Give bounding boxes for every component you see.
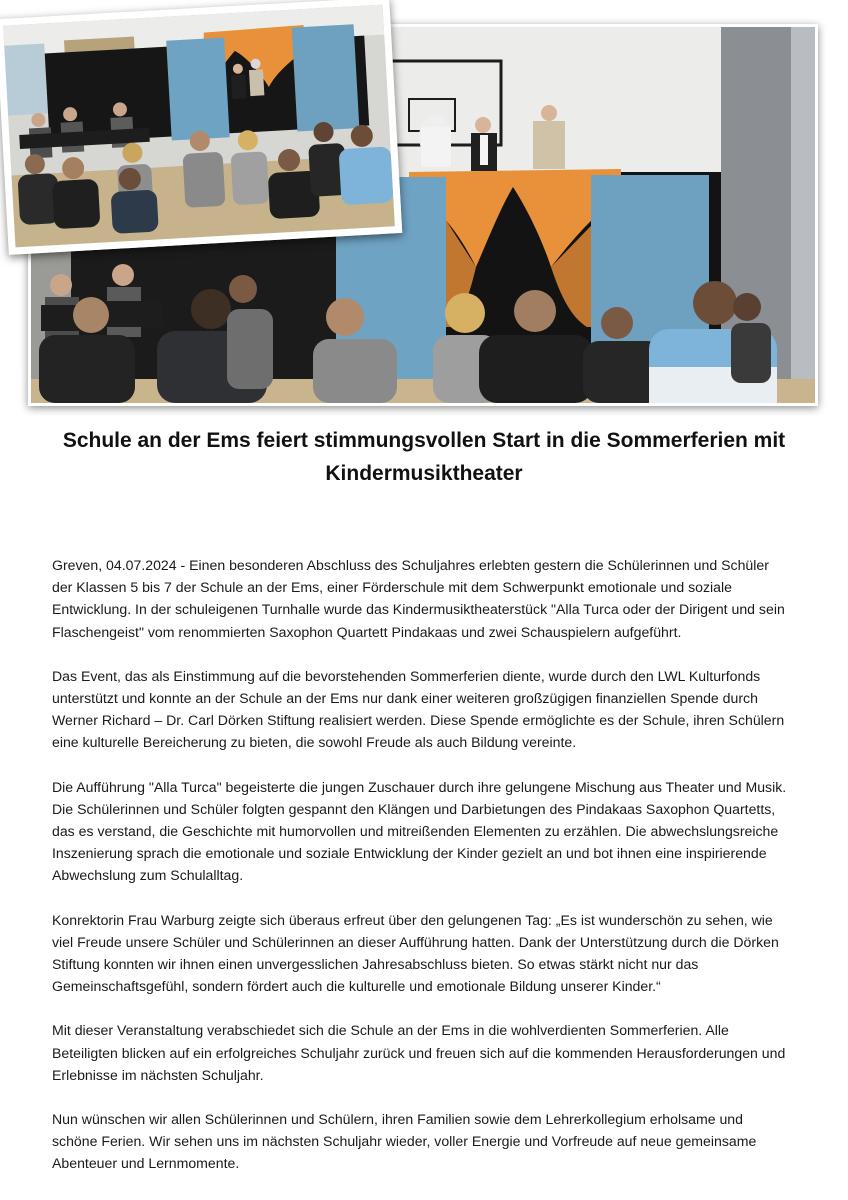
article-headline: Schule an der Ems feiert stimmungsvollen Start in die Sommerferien mit Kindermusiktheater — [62, 429, 786, 485]
article-paragraph: Die Aufführung "Alla Turca" begeisterte die jungen Zuschauer durch ihre gelungene Mischung aus Theater und Musik. Die Schülerinnen und Schüler folgten gespannt den Klängen und Darbietungen des Pindakaas Saxophon Quartetts, das es verstand, die Geschichte mit humorvollen und mitreißenden Elementen zu erzählen. Die abwechslungsreiche Inszenierung sprach die emotionale und soziale Entwicklung der Kinder gezielt an und bot ihnen eine inspirierende Abwechslung zum Schulalltag. — [52, 778, 787, 884]
article-paragraph: Greven, 04.07.2024 - Einen besonderen Abschluss des Schuljahres erlebten gestern die Schülerinnen und Schüler der Klassen 5 bis 7 der Schule an der Ems, einer Förderschule mit dem Schwerpunkt emotionale und soziale Entwicklung. In der schuleigenen Turnhalle wurde das Kindermusiktheaterstück "Alla Turca oder der Dirigent und sein Flaschengeist" vom renommierten Saxophon Quartett Pindakaas und zwei Schauspielern aufgeführt. — [52, 557, 785, 640]
article-paragraph: Nun wünschen wir allen Schülerinnen und Schülern, ihren Familien sowie dem Lehrerkollegium erholsame und schöne Ferien. Wir sehen uns im nächsten Schuljahr wieder, voller Energie und Vorfreude auf neue gemeinsame Abenteuer und Lernmomente. — [52, 1111, 757, 1172]
article-body — [52, 554, 792, 1197]
article-paragraph: Konrektorin Frau Warburg zeigte sich überaus erfreut über den gelungenen Tag: „Es ist wunderschön zu sehen, wie viel Freude unsere Schüler und Schülerinnen an dieser Aufführung hatten. Dank der Unterstützung durch die Dörken Stiftung konnten wir ihnen einen unvergesslichen Jahresabschluss bieten. So etwas stärkt nicht nur das Gemeinschaftsgefühl, sondern fördert auch die kulturelle und emotionale Bildung unserer Kinder.“ — [52, 911, 779, 995]
article-paragraph: Mit dieser Veranstaltung verabschiedet sich die Schule an der Ems in die wohlverdienten Sommerferien. Alle Beteiligten blicken auf ein erfolgreiches Schuljahr zurück und freuen sich auf die kommenden Herausforderungen und Erlebnisse im nächsten Schuljahr. — [52, 1022, 786, 1083]
article-paragraph: Das Event, das als Einstimmung auf die bevorstehenden Sommerferien diente, wurde durch den LWL Kulturfonds unterstützt und konnte an der Schule an der Ems nur dank einer weiteren großzügigen finanziellen Spende durch Werner Richard – Dr. Carl Dörken Stiftung realisiert werden. Diese Spende ermöglichte es der Schule, ihren Schülern eine kulturelle Bereicherung zu bieten, die sowohl Freude als auch Bildung vereinte. — [52, 667, 785, 751]
inset-photo-scene — [3, 5, 395, 248]
inset-photo — [0, 0, 402, 255]
